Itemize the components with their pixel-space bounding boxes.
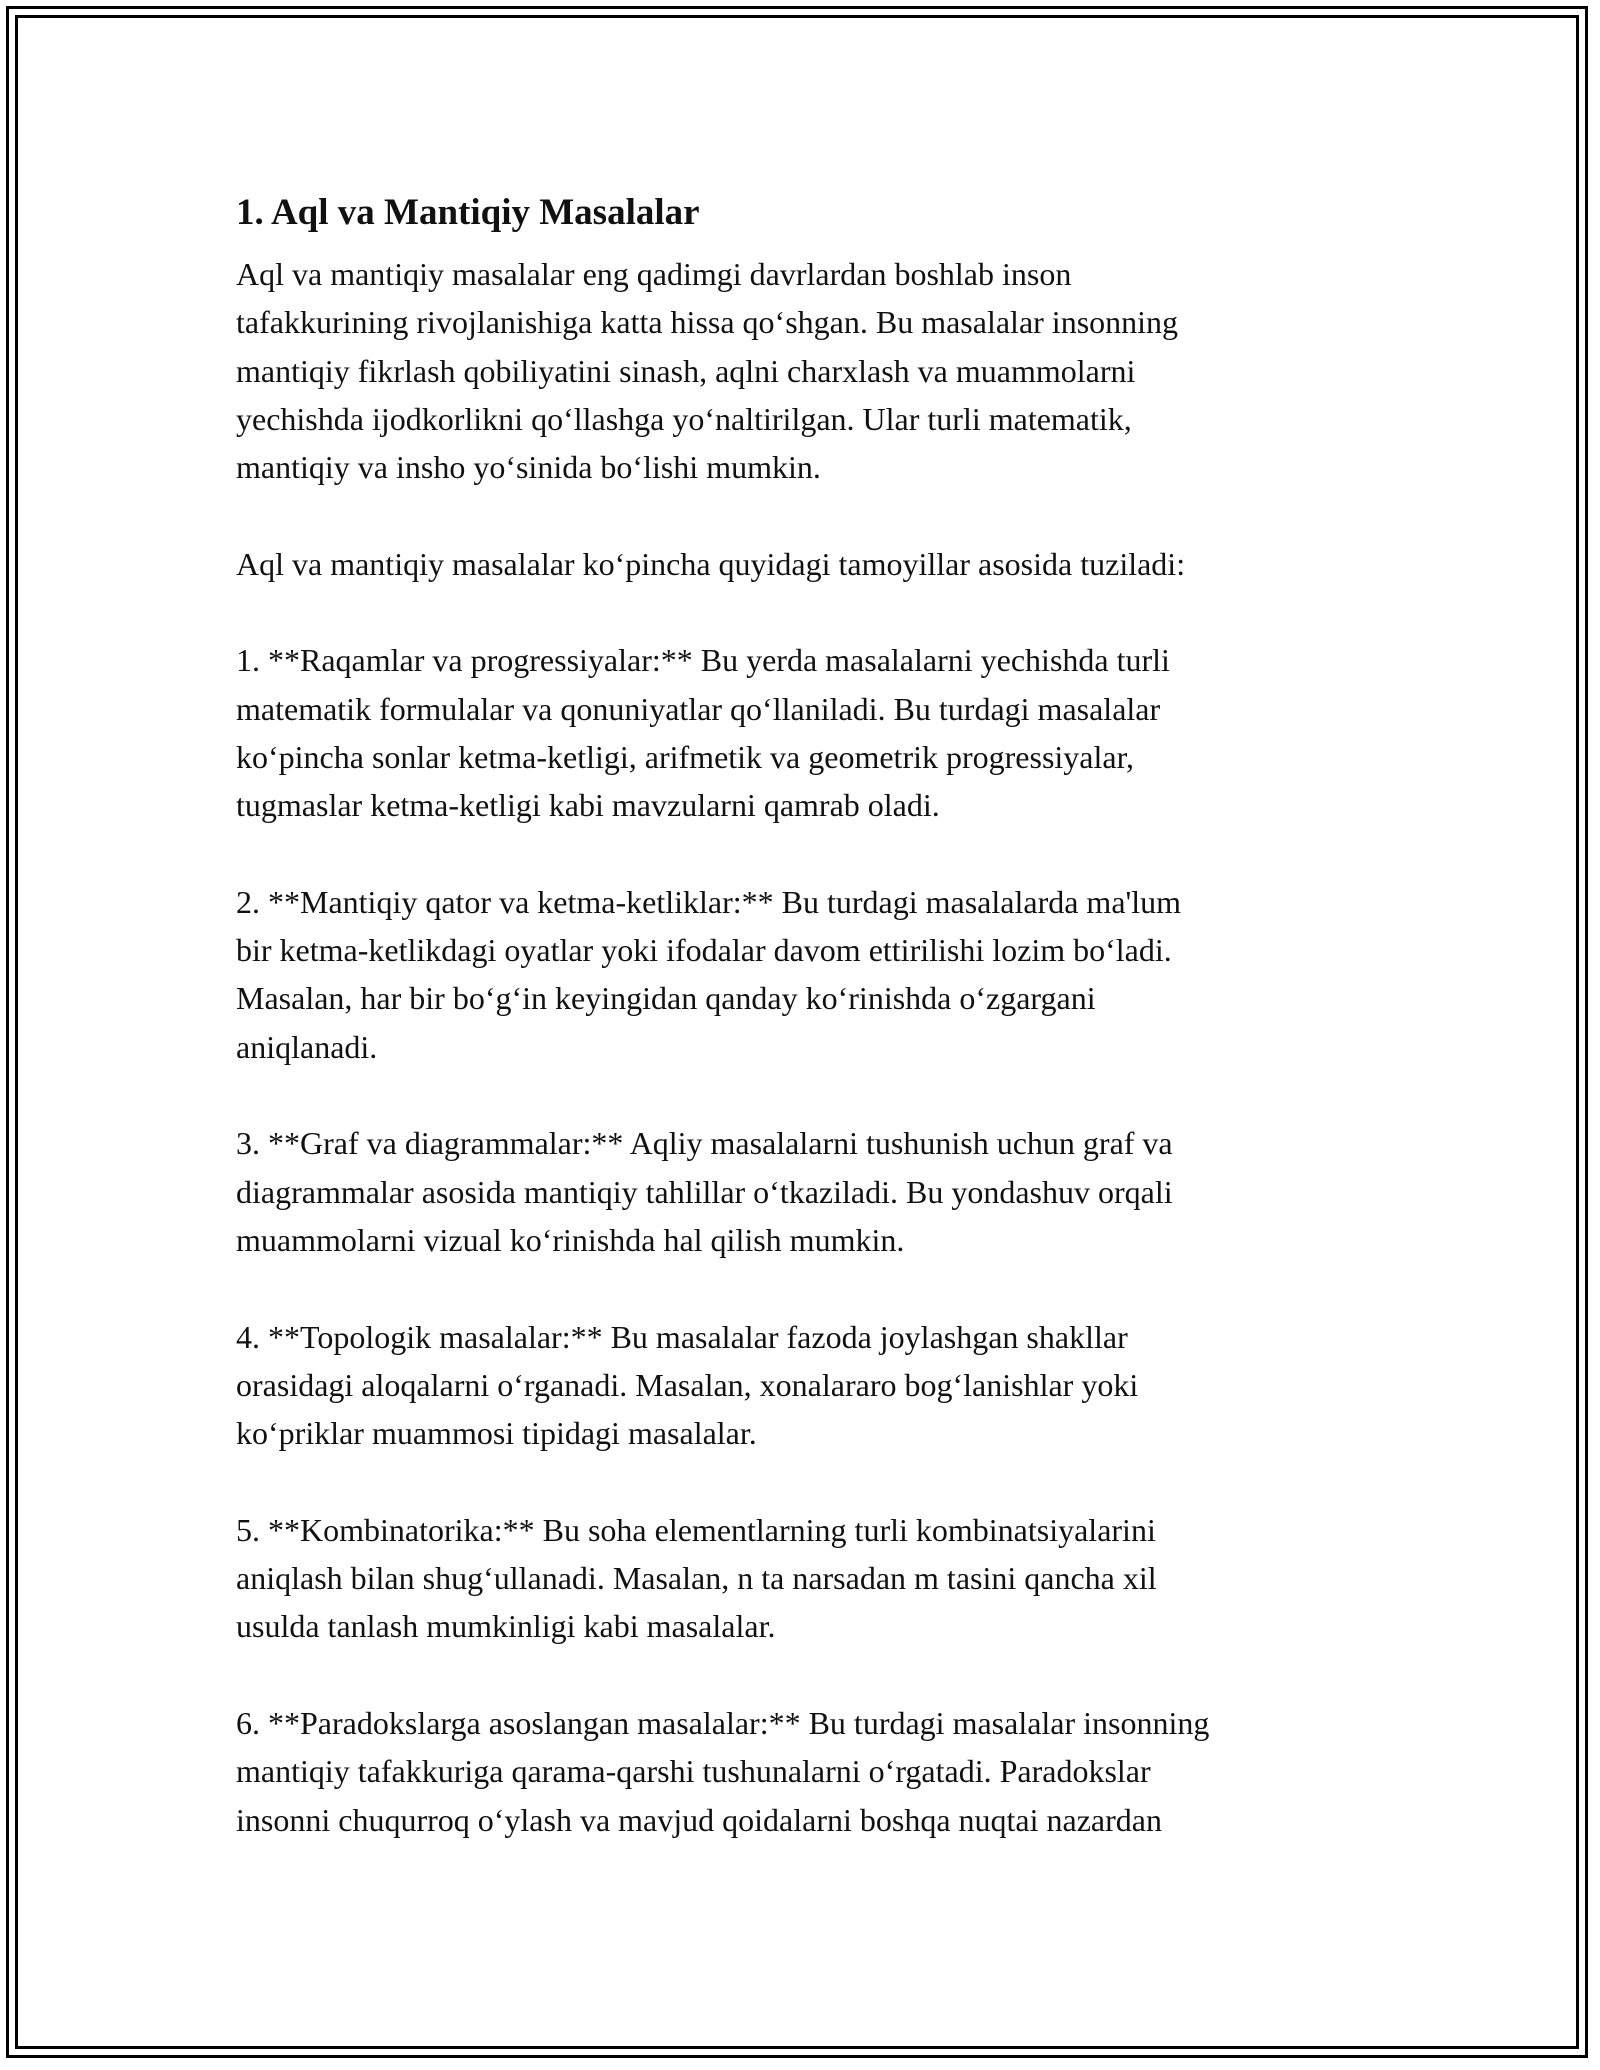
intro-paragraph: Aql va mantiqiy masalalar eng qadimgi davrlardan boshlab inson tafakkurining rivojlanishiga katta hissa qo‘shgan. Bu masalalar insonning mantiqiy fikrlash qobiliyatini sinash, aqlni charxlash va muammolarni yechishda ijodkorlikni qo‘llashga yo‘naltirilgan. Ular turli matematik, mantiqiy va insho yo‘sinida bo‘lishi mumkin. — [236, 256, 1179, 486]
list-item-paradox-problems: 6. **Paradokslarga asoslangan masalalar:** Bu turdagi masalalar insonning mantiqiy tafakkuriga qarama-qarshi tushunalarni o‘rgatadi. Paradokslar insonni chuqurroq o‘ylash va mavjud qoidalarni boshqa nuqtai nazardan — [236, 1704, 1210, 1838]
list-item-numbers-progressions: 1. **Raqamlar va progressiyalar:** Bu yerda masalalarni yechishda turli matematik formulalar va qonuniyatlar qo‘llaniladi. Bu turdagi masalalar ko‘pincha sonlar ketma-ketligi, arifmetik va geometrik progressiyalar, tugmaslar ketma-ketligi kabi mavzularni qamrab oladi. — [236, 642, 1170, 824]
document-body — [236, 188, 1366, 1892]
principles-intro-paragraph: Aql va mantiqiy masalalar ko‘pincha quyidagi tamoyillar asosida tuziladi: — [236, 545, 1186, 582]
list-item-logical-sequences: 2. **Mantiqiy qator va ketma-ketliklar:** Bu turdagi masalalarda ma'lum bir ketma-ketlikdagi oyatlar yoki ifodalar davom ettirilishi lozim bo‘ladi. Masalan, har bir bo‘g‘in keyingidan qanday ko‘rinishda o‘zgargani aniqlanadi. — [236, 883, 1182, 1065]
section-heading: 1. Aql va Mantiqiy Masalalar — [236, 192, 700, 233]
list-item-graphs-diagrams: 3. **Graf va diagrammalar:** Aqliy masalalarni tushunish uchun graf va diagrammalar asosida mantiqiy tahlillar o‘tkaziladi. Bu yondashuv orqali muammolarni vizual ko‘rinishda hal qilish mumkin. — [236, 1125, 1173, 1258]
list-item-combinatorics: 5. **Kombinatorika:** Bu soha elementlarning turli kombinatsiyalarini aniqlash bilan shug‘ullanadi. Masalan, n ta narsadan m tasini qancha xil usulda tanlash mumkinligi kabi masalalar. — [236, 1511, 1157, 1645]
list-item-topological-problems: 4. **Topologik masalalar:** Bu masalalar fazoda joylashgan shakllar orasidagi aloqalarni o‘rganadi. Masalan, xonalararo bog‘lanishlar yoki ko‘priklar muammosi tipidagi masalalar. — [236, 1318, 1139, 1452]
